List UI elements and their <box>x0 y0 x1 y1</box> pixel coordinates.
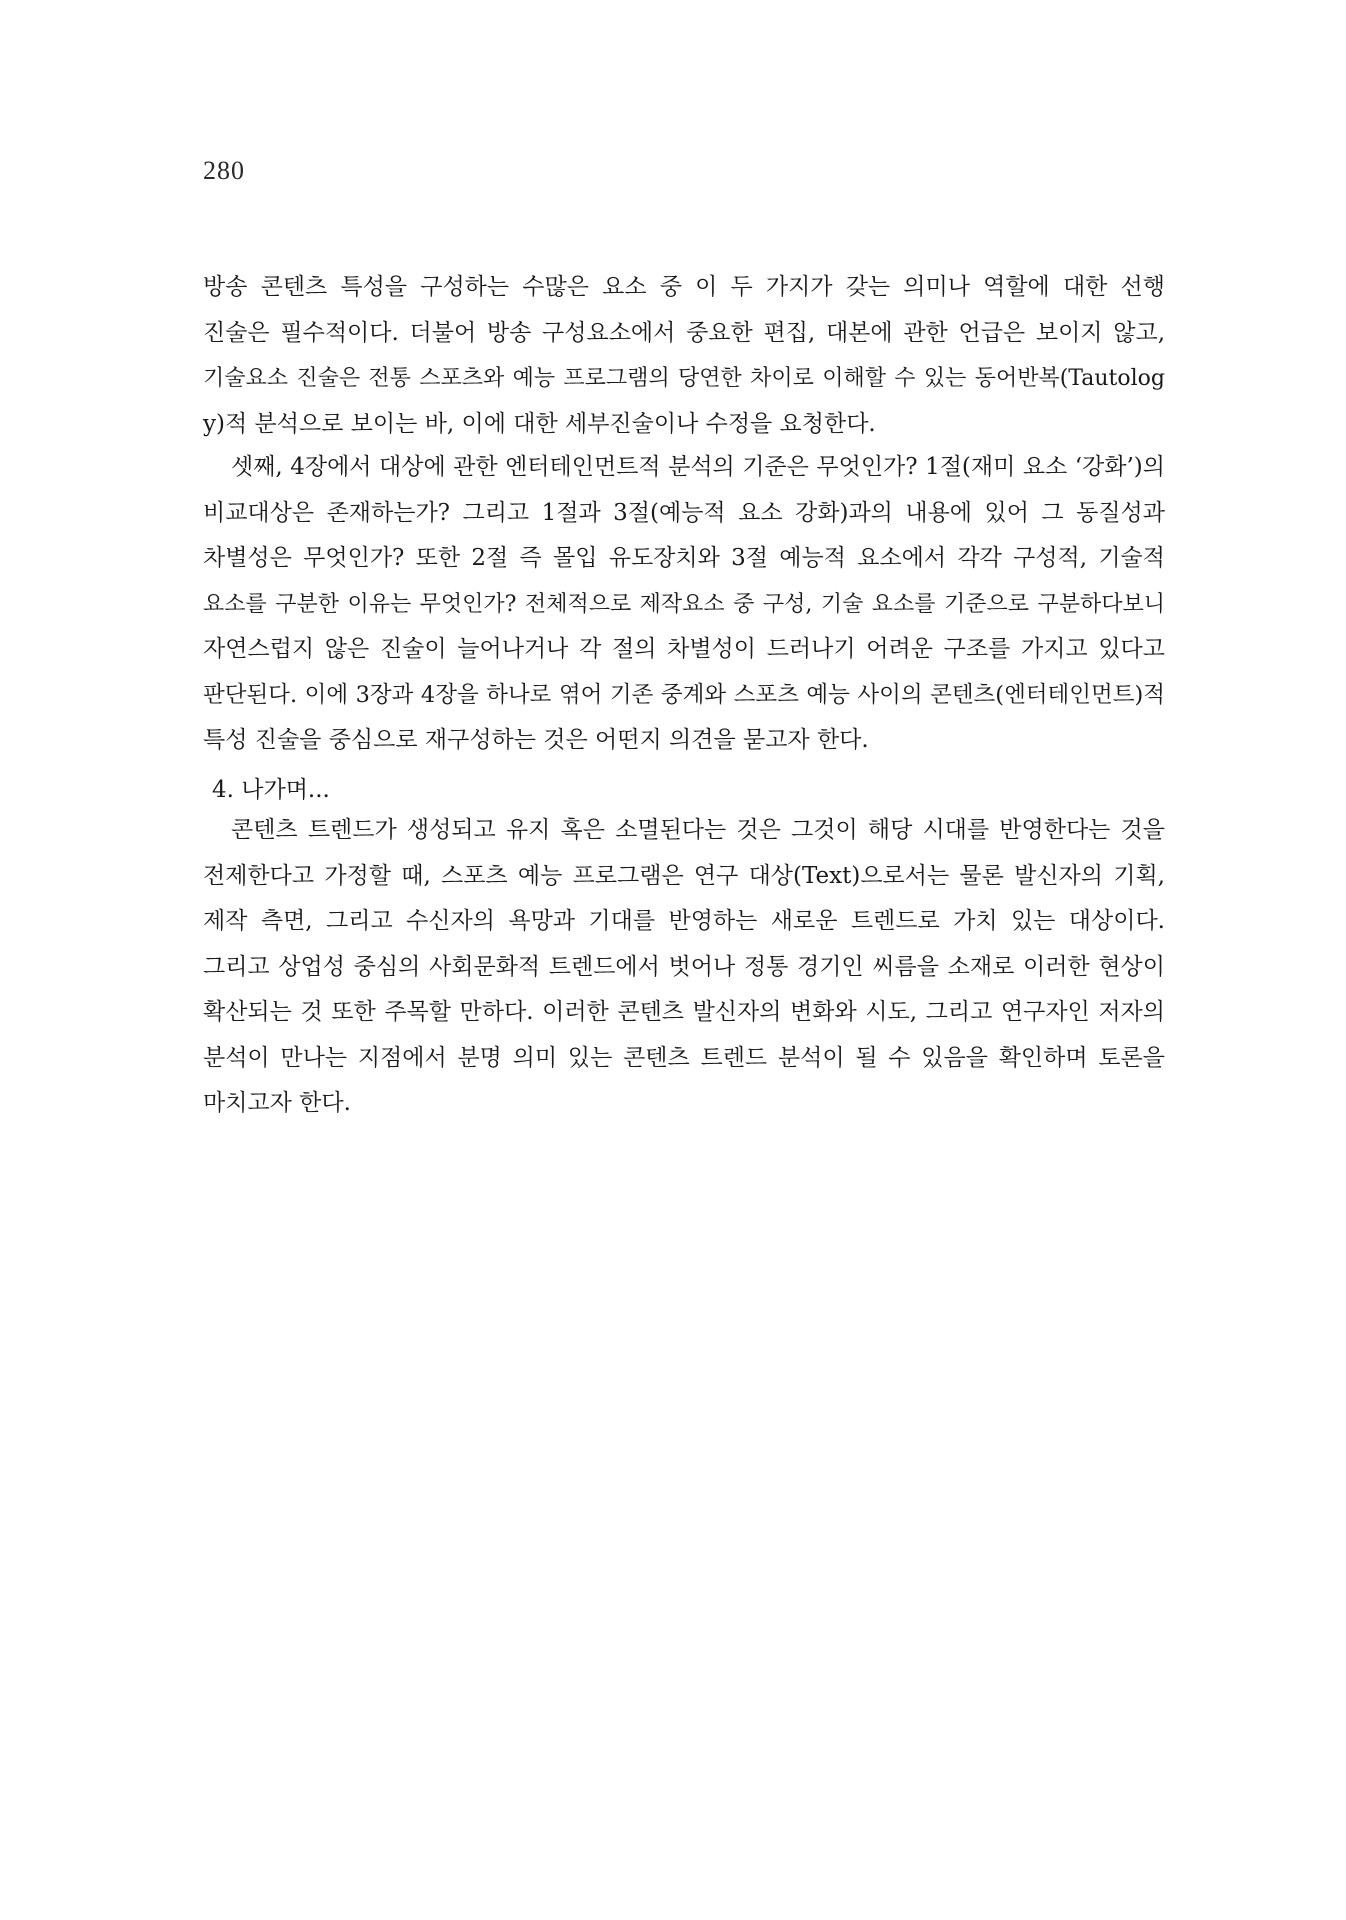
text-line: 비교대상은 존재하는가? 그리고 1절과 3절(예능적 요소 강화)과의 내용에 있어 그 동질성과 <box>203 499 1165 526</box>
section-heading: 4. 나가며... <box>212 777 330 803</box>
paragraph-continued <box>203 265 1165 447</box>
text-line: 콘텐츠 트렌드가 생성되고 유지 혹은 소멸된다는 것은 그것이 해당 시대를 반영한다는 것을 <box>231 817 1165 843</box>
text-line: 특성 진술을 중심으로 재구성하는 것은 어떤지 의견을 묻고자 한다. <box>203 727 869 753</box>
paragraph-closing <box>203 808 1165 1127</box>
text-line: 분석이 만나는 지점에서 분명 의미 있는 콘텐츠 트렌드 분석이 될 수 있음을 확인하며 토론을 <box>203 1044 1165 1071</box>
text-line: 판단된다. 이에 3장과 4장을 하나로 엮어 기존 중계와 스포츠 예능 사이의 콘텐츠(엔터테인먼트)적 <box>203 681 1165 708</box>
text-line: 기술요소 진술은 전통 스포츠와 예능 프로그램의 당연한 차이로 이해할 수 있는 동어반복(Tautolog <box>203 366 1165 391</box>
text-line: 진술은 필수적이다. 더불어 방송 구성요소에서 중요한 편집, 대본에 관한 언급은 보이지 않고, <box>203 319 1165 346</box>
text-line: 셋째, 4장에서 대상에 관한 엔터테인먼트적 분석의 기준은 무엇인가? 1절(재미 요소 ‘강화’)의 <box>231 454 1165 480</box>
text-line: 전제한다고 가정할 때, 스포츠 예능 프로그램은 연구 대상(Text)으로서는 물론 발신자의 기획, <box>203 862 1165 889</box>
text-line: 요소를 구분한 이유는 무엇인가? 전체적으로 제작요소 중 구성, 기술 요소를 기준으로 구분하다보니 <box>203 591 1165 617</box>
text-line: 방송 콘텐츠 특성을 구성하는 수많은 요소 중 이 두 가지가 갖는 의미나 역할에 대한 선행 <box>203 274 1165 300</box>
text-line: 확산되는 것 또한 주목할 만하다. 이러한 콘텐츠 발신자의 변화와 시도, 그리고 연구자인 저자의 <box>203 999 1165 1025</box>
text-line: 마치고자 한다. <box>203 1090 351 1116</box>
page-number: 280 <box>203 156 245 185</box>
text-line: 차별성은 무엇인가? 또한 2절 즉 몰입 유도장치와 3절 예능적 요소에서 각각 구성적, 기술적 <box>203 545 1165 571</box>
text-line: 그리고 상업성 중심의 사회문화적 트렌드에서 벗어나 정통 경기인 씨름을 소재로 이러한 현상이 <box>203 953 1165 980</box>
text-line: 제작 측면, 그리고 수신자의 욕망과 기대를 반영하는 새로운 트렌드로 가치 있는 대상이다. <box>203 908 1165 934</box>
text-line: 자연스럽지 않은 진술이 늘어나거나 각 절의 차별성이 드러나기 어려운 구조를 가지고 있다고 <box>203 636 1165 662</box>
paragraph-third <box>203 445 1165 764</box>
text-line: y)적 분석으로 보이는 바, 이에 대한 세부진술이나 수정을 요청한다. <box>203 410 876 437</box>
